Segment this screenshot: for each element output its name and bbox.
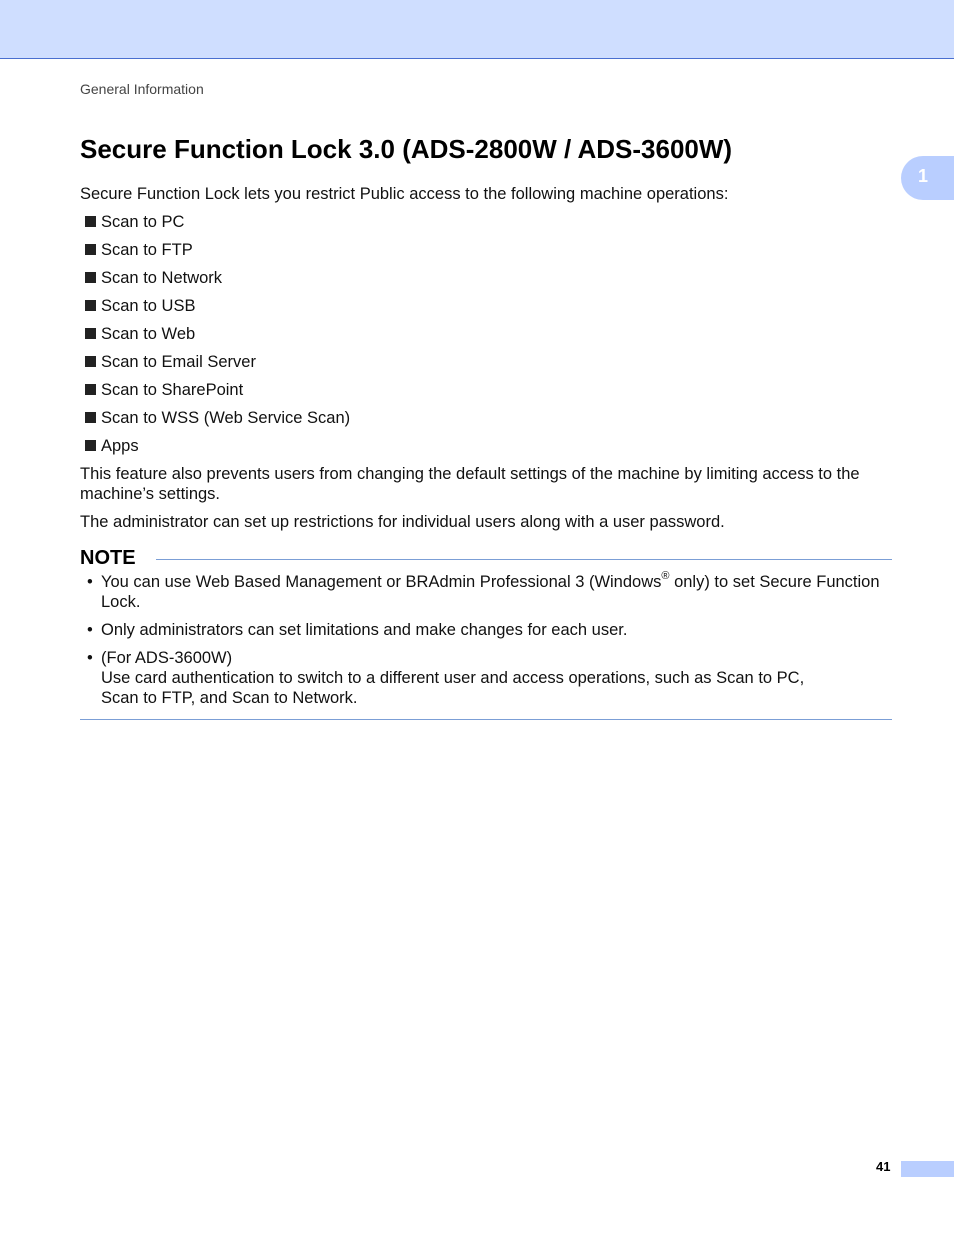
note-box [80,546,892,716]
list-item-label: Scan to WSS (Web Service Scan) [101,409,351,427]
list-item [80,408,892,428]
list-item [80,436,892,456]
registered-mark: ® [661,570,670,582]
list-item [80,296,892,316]
page-number: 41 [876,1159,891,1174]
square-bullet-icon [85,356,96,367]
list-item [80,380,892,400]
list-item [80,352,892,372]
feature-paragraph: This feature also prevents users from changing the default settings of the machine by limiting access to the machine’s settings. [80,465,860,503]
square-bullet-icon [85,412,96,423]
note-item-text: Only administrators can set limitations and make changes for each user. [101,621,628,639]
square-bullet-icon [85,244,96,255]
list-item-label: Scan to Network [101,269,223,287]
note-list [80,572,892,708]
list-item [80,212,892,232]
intro-paragraph: Secure Function Lock lets you restrict Public access to the following machine operations: [80,185,729,203]
note-header [80,546,892,572]
chapter-tab[interactable]: 1 [901,156,954,200]
list-item-label: Scan to USB [101,297,196,315]
note-divider-top [156,559,892,560]
square-bullet-icon [85,440,96,451]
note-item [80,572,892,612]
bullet-icon: • [87,649,93,667]
list-item-label: Scan to Email Server [101,353,256,371]
page-title: Secure Function Lock 3.0 (ADS-2800W / ADS-3600W) [80,134,733,164]
bullet-icon: • [87,573,93,591]
list-item [80,240,892,260]
square-bullet-icon [85,216,96,227]
header-band [0,0,954,59]
note-item-text: You can use Web Based Management or BRAdmin Professional 3 (Windows [101,573,662,591]
note-label: NOTE [80,547,136,569]
page-tab [901,1161,954,1177]
list-item-label: Apps [101,437,139,455]
operations-list [80,212,892,456]
note-item [80,648,892,708]
bullet-icon: • [87,621,93,639]
square-bullet-icon [85,300,96,311]
square-bullet-icon [85,328,96,339]
note-item-text-cont: Scan to FTP, and Scan to Network. [101,689,358,707]
list-item [80,324,892,344]
note-item-heading: (For ADS-3600W) [101,649,233,667]
square-bullet-icon [85,272,96,283]
note-item-text: Use card authentication to switch to a different user and access operations, such as Scan to PC, [101,669,805,687]
main-content [80,184,892,540]
admin-paragraph: The administrator can set up restrictions for individual users along with a user password. [80,513,725,531]
breadcrumb: General Information [80,81,204,97]
list-item-label: Scan to SharePoint [101,381,244,399]
square-bullet-icon [85,384,96,395]
note-divider-bottom [80,719,892,720]
list-item-label: Scan to FTP [101,241,193,259]
list-item-label: Scan to PC [101,213,185,231]
note-item-text-cont: only) to set Secure Function Lock. [101,573,880,611]
note-item [80,620,892,640]
list-item-label: Scan to Web [101,325,196,343]
list-item [80,268,892,288]
